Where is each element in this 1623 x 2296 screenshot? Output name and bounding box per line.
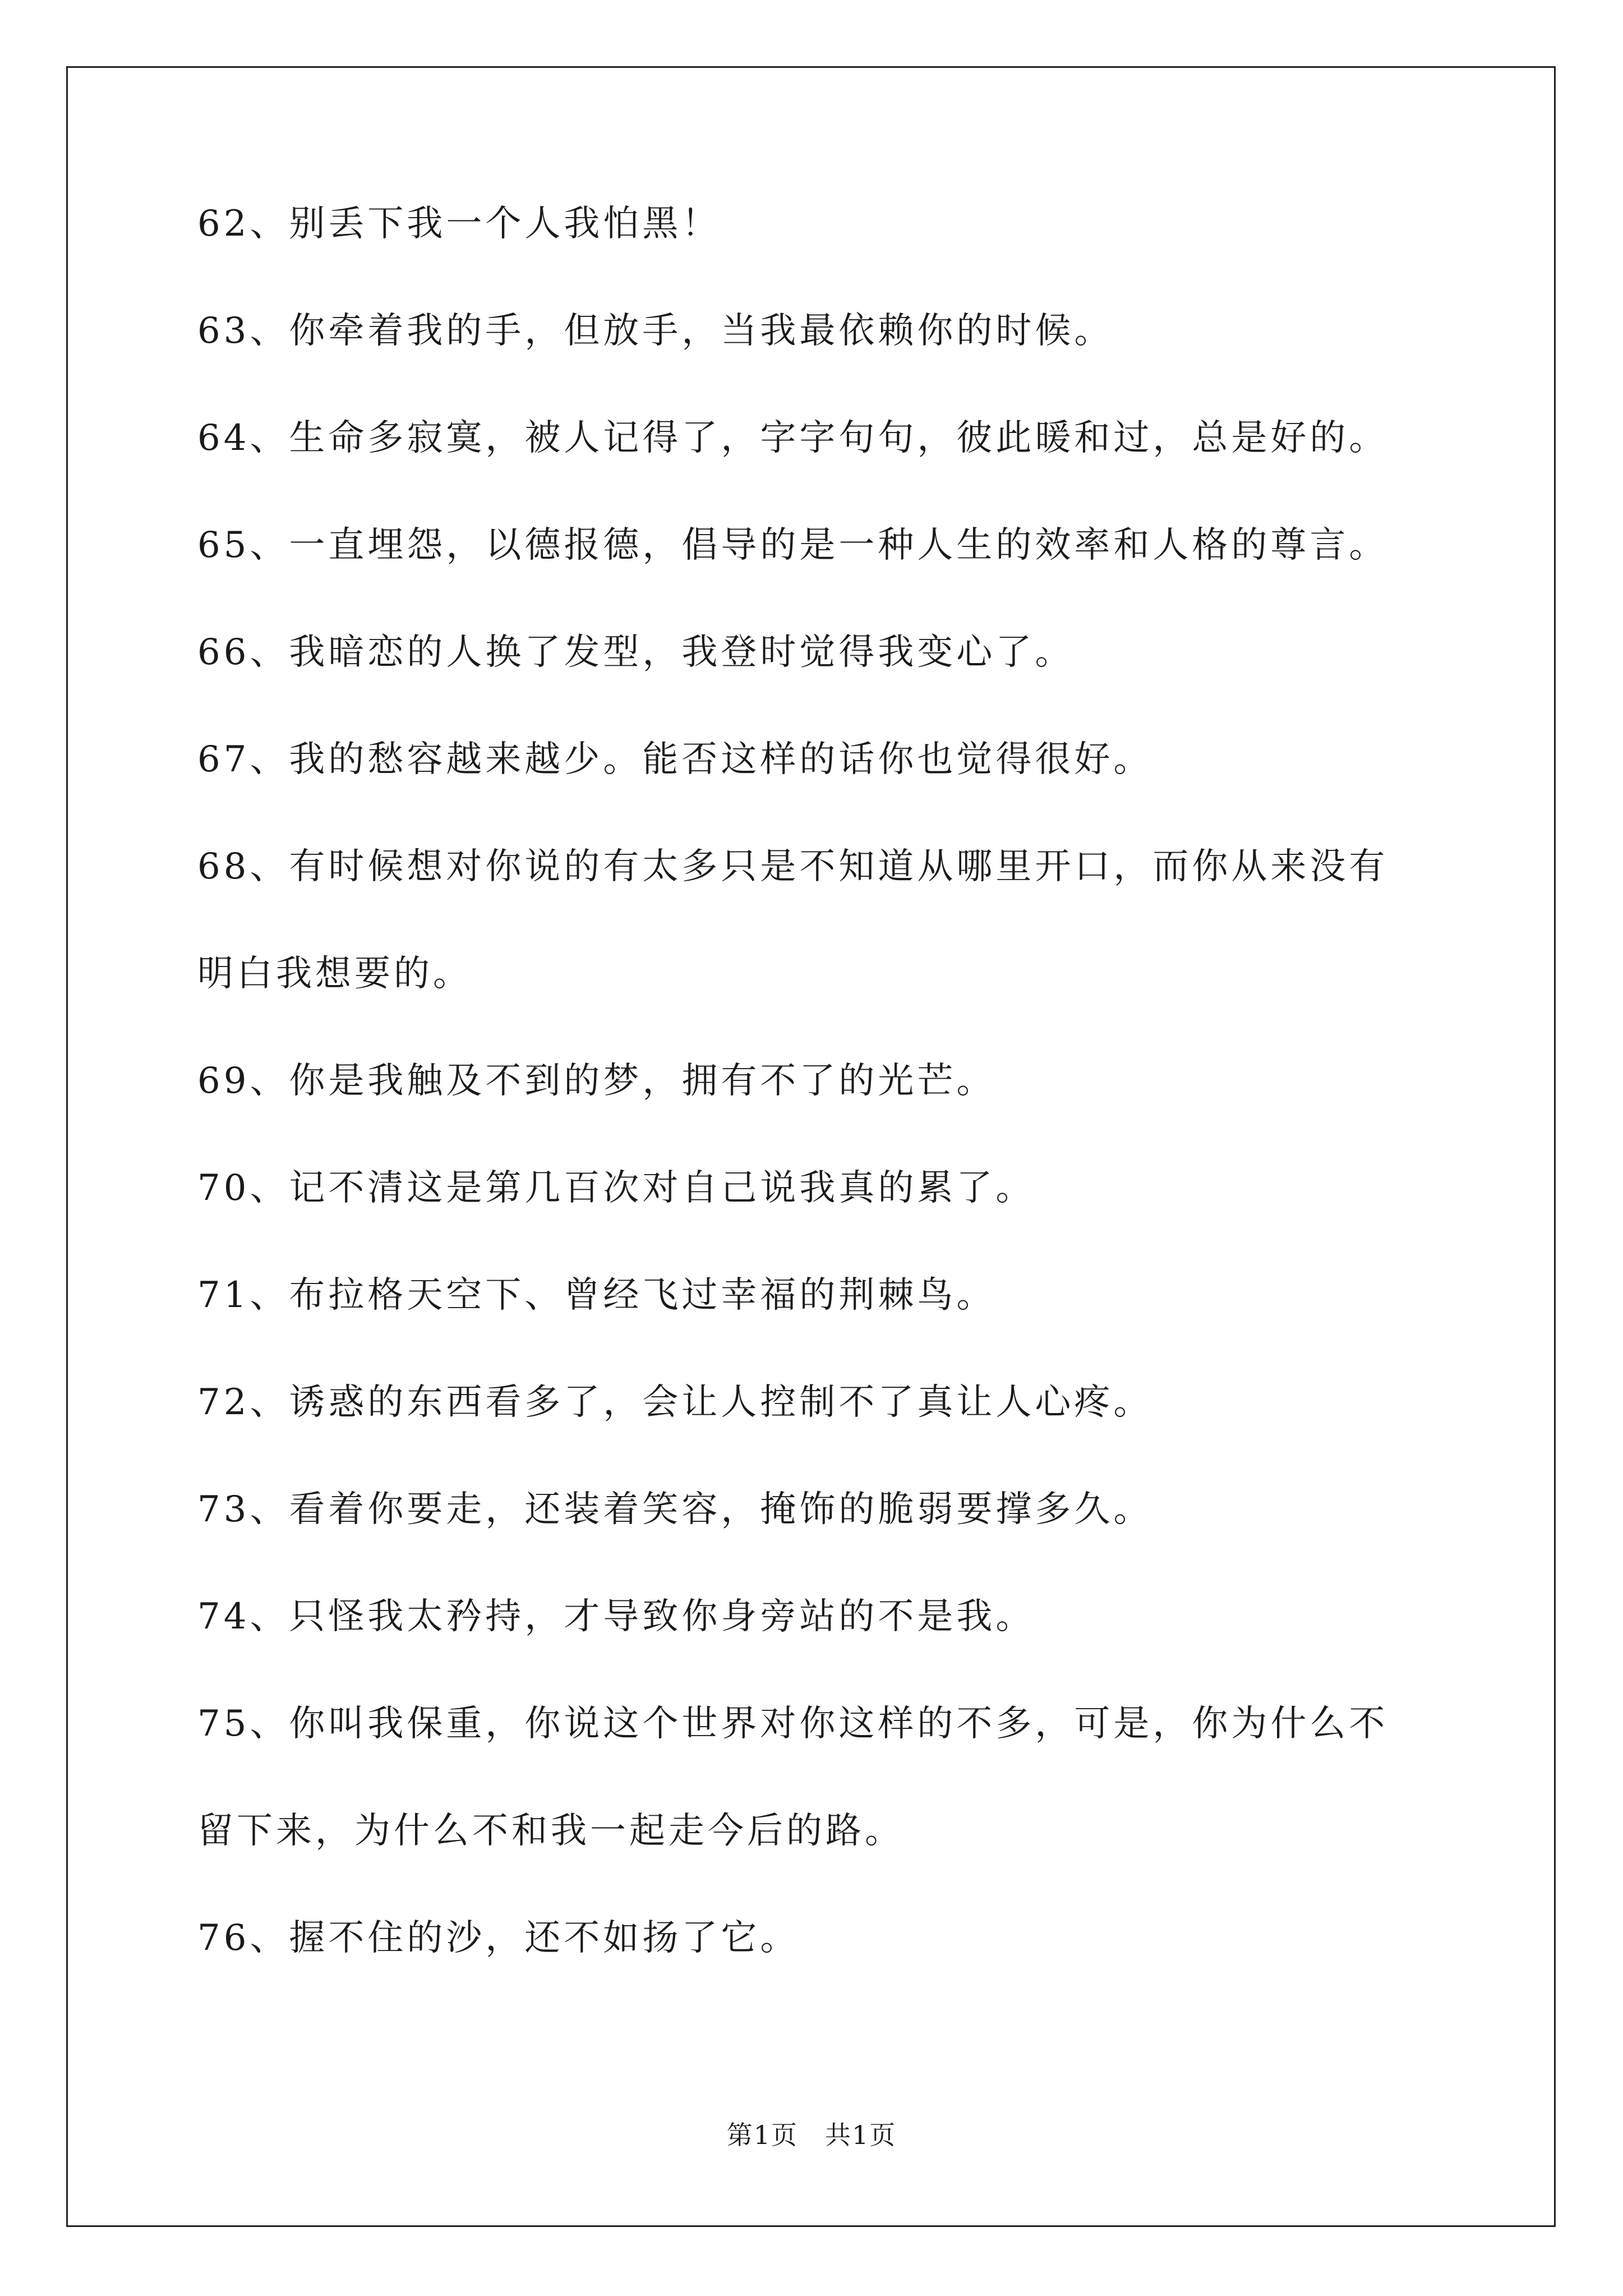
text-line: 明白我想要的。 xyxy=(197,953,472,995)
text-line: 70、记不清这是第几百次对自己说我真的累了。 xyxy=(197,1167,1035,1209)
page-number: 第1页 xyxy=(726,2120,798,2150)
text-line: 74、只怪我太矜持，才导致你身旁站的不是我。 xyxy=(197,1596,1035,1637)
text-line: 73、看着你要走，还装着笑容，掩饰的脆弱要撑多久。 xyxy=(197,1489,1153,1530)
page-total: 共1页 xyxy=(825,2120,897,2150)
text-line: 71、布拉格天空下、曾经飞过幸福的荆棘鸟。 xyxy=(197,1274,996,1316)
text-line: 64、生命多寂寞，被人记得了，字字句句，彼此暖和过，总是好的。 xyxy=(197,417,1389,459)
text-line: 67、我的愁容越来越少。能否这样的话你也觉得很好。 xyxy=(197,739,1153,780)
text-line: 68、有时候想对你说的有太多只是不知道从哪里开口，而你从来没有 xyxy=(197,846,1389,887)
text-line: 65、一直埋怨，以德报德，倡导的是一种人生的效率和人格的尊言。 xyxy=(197,524,1389,566)
text-line: 66、我暗恋的人换了发型，我登时觉得我变心了。 xyxy=(197,632,1075,673)
text-line: 72、诱惑的东西看多了，会让人控制不了真让人心疼。 xyxy=(197,1382,1153,1423)
text-line: 62、别丢下我一个人我怕黑！ xyxy=(197,203,721,245)
text-line: 留下来，为什么不和我一起走今后的路。 xyxy=(197,1810,904,1852)
text-line: 69、你是我触及不到的梦，拥有不了的光芒。 xyxy=(197,1060,996,1102)
document-body xyxy=(197,199,1431,2021)
text-line: 75、你叫我保重，你说这个世界对你这样的不多，可是，你为什么不 xyxy=(197,1703,1389,1745)
page-footer xyxy=(0,2118,1623,2152)
text-line: 63、你牵着我的手，但放手，当我最依赖你的时候。 xyxy=(197,310,1114,352)
text-line: 76、握不住的沙，还不如扬了它。 xyxy=(197,1917,800,1959)
